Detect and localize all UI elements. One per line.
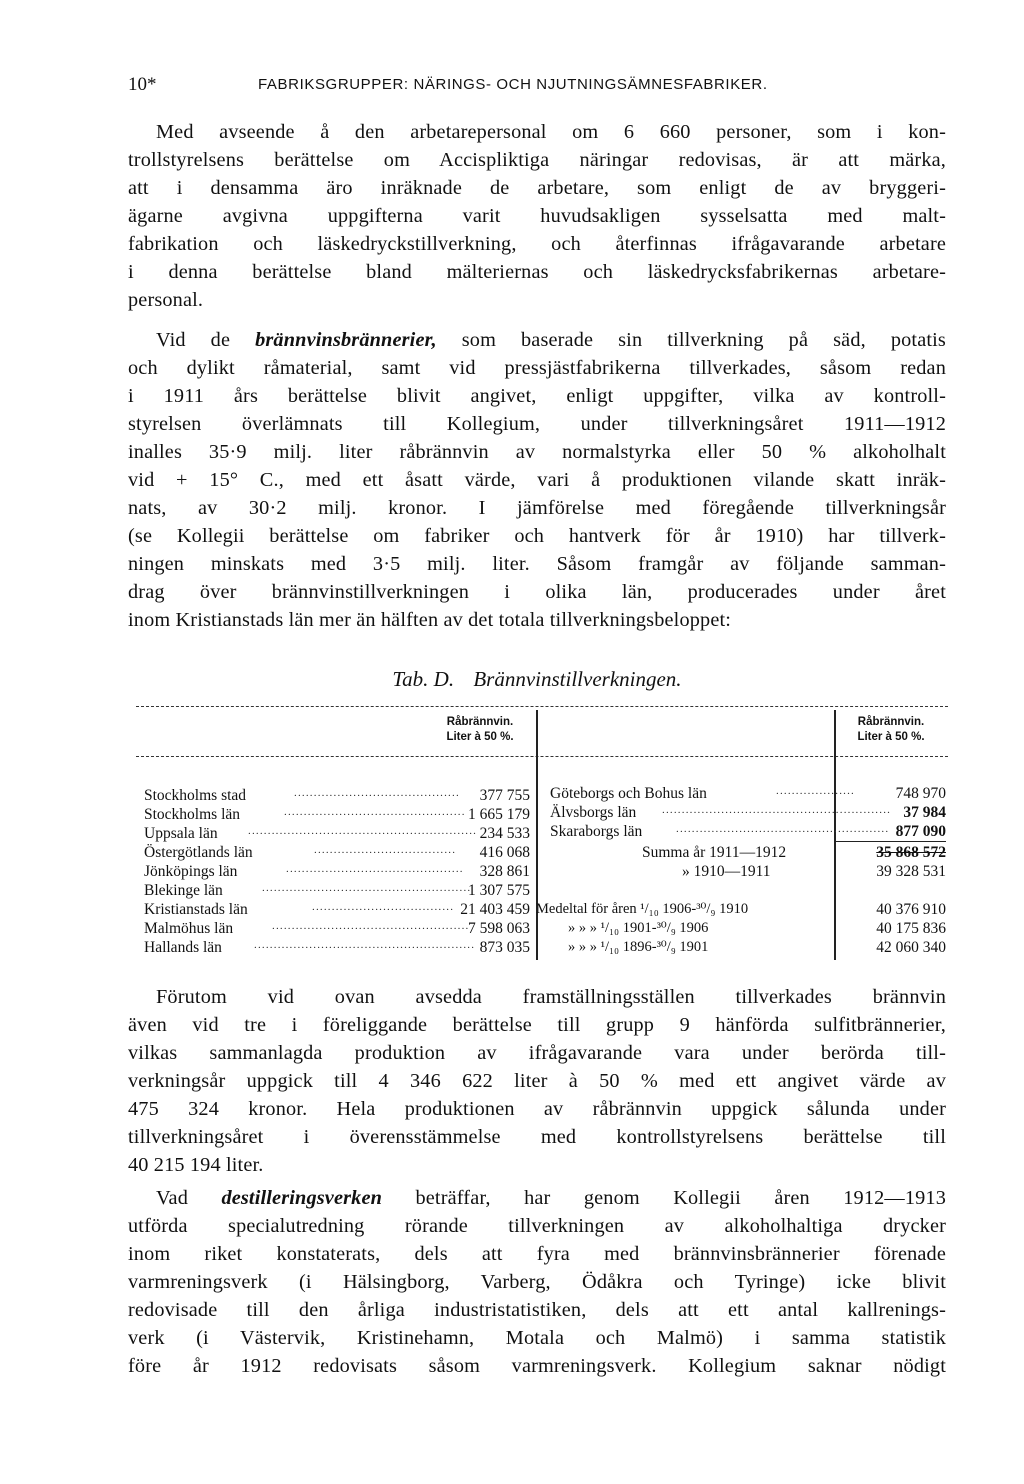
total-value: 35 868 572 (876, 844, 946, 861)
county-value: 377 755 (479, 787, 530, 804)
total-label: » 1910—1911 (682, 863, 771, 880)
table-top-rule (136, 706, 948, 707)
paragraph-distilling-works (128, 1184, 946, 1380)
text-line: beträffar, har genom Kollegii åren 1912—1913 (415, 1187, 946, 1209)
county-value: 1 307 575 (468, 882, 530, 899)
county-value: 873 035 (479, 939, 530, 956)
text-line: (se Kollegii berättelse om fabriker och hantverk för år 1910) har tillverk- (128, 525, 946, 547)
county-value: 328 861 (479, 863, 530, 880)
average-label: » » » ¹/₁₀ 1901-³⁰/₉ 1906 (568, 920, 709, 936)
county-value: 37 984 (903, 804, 946, 821)
text-line: verk (i Västervik, Kristinehamn, Motala och Malmö) i samma statistik (128, 1327, 946, 1349)
text-line: nats, av 30·2 milj. kronor. I jämförelse med föregående tillverkningsår (128, 497, 946, 519)
table-caption (128, 665, 946, 693)
county-label: Älvsborgs län (550, 804, 637, 821)
county-label: Uppsala län (144, 825, 218, 842)
text-line: Vid de (156, 329, 231, 351)
table-title: Brännvinstillverkningen. (473, 667, 682, 691)
text-line: fabrikation och läskedryckstillverkning, och återfinnas ifrågavarande arbetare (128, 233, 946, 255)
county-label: Blekinge län (144, 882, 223, 899)
total-value: 39 328 531 (876, 863, 946, 880)
table-header-rule (136, 756, 948, 757)
leader-dots: ........................................................ (254, 939, 476, 951)
county-label: Skaraborgs län (550, 823, 643, 840)
paragraph-distilleries (128, 326, 946, 634)
county-label: Malmöhus län (144, 920, 234, 937)
text-line: och dylikt råmaterial, samt vid pressjästfabrikerna tillverkades, såsom redan (128, 357, 946, 379)
leader-dots: ...................................................... (676, 823, 890, 835)
text-line: före år 1912 redovisats såsom varmreningsverk. Kollegium saknar nödigt (128, 1355, 946, 1377)
county-value: 21 403 459 (460, 901, 530, 918)
leader-dots: .......................................................... (248, 825, 478, 837)
table-row-average (536, 900, 946, 919)
text-line: inom riket konstaterats, dels att fyra med brännvinsbrännerier förenade (128, 1243, 946, 1265)
text-line: i denna berättelse bland mälteriernas och läskedrycksfabrikernas arbetare- (128, 261, 946, 283)
text-line: tillverkningsåret i överensstämmelse med kontrollstyrelsens berättelse till (128, 1126, 946, 1148)
county-value: 7 598 063 (468, 920, 530, 937)
leader-dots: .................... (776, 785, 855, 797)
leader-dots: .............................................. (284, 806, 466, 818)
text-line: verkningsår uppgick till 4 346 622 liter à 50 % med ett angivet värde av (128, 1070, 946, 1092)
table-row-average (540, 938, 946, 957)
text-line: att i densamma äro inräknade de arbetare, som enligt de av bryggeri- (128, 177, 946, 199)
county-label: Östergötlands län (144, 844, 253, 861)
running-title: FABRIKSGRUPPER: NÄRINGS- OCH NJUTNINGSÄMNESFABRIKER. (258, 76, 768, 93)
text-line: 475 324 kronor. Hela produktionen av råbrännvin uppgick sålunda under (128, 1098, 946, 1120)
running-header (128, 72, 948, 98)
text-line: Vad (156, 1187, 188, 1209)
text-line: som baserade sin tillverkning på säd, potatis (461, 329, 946, 351)
county-label: Jönköpings län (144, 863, 238, 880)
text-line: personal. (128, 289, 204, 311)
emphasis-term: destilleringsverken (221, 1187, 383, 1209)
total-label: Summa år 1911—1912 (642, 844, 787, 861)
average-value: 40 376 910 (876, 901, 946, 918)
table-row (550, 822, 946, 841)
text-line: utförda specialutredning rörande tillverkningen av alkoholhaltiga drycker (128, 1215, 946, 1237)
leader-dots: .......................................................... (662, 804, 892, 816)
text-line: drag över brännvinstillverkningen i olika län, producerades under året (128, 581, 946, 603)
text-line: redovisade till den årliga industristatistiken, dels att ett antal kallrenings- (128, 1299, 946, 1321)
table-row-total (550, 862, 946, 881)
leader-dots: .......................................... (294, 787, 460, 799)
table-d (136, 706, 948, 962)
paragraph-personnel (128, 118, 946, 314)
county-value: 877 090 (836, 822, 946, 842)
text-line: vid + 15° C., med ett åsatt värde, vari å produktionen vilande skatt inräk- (128, 469, 946, 491)
county-label: Hallands län (144, 939, 222, 956)
column-header-right: Råbrännvin. Liter à 50 %. (857, 716, 925, 743)
average-value: 42 060 340 (876, 939, 946, 956)
text-line: Med avseende å den arbetarepersonal om 6 660 personer, som i kon- (156, 121, 946, 143)
text-line: ningen minskats med 3·5 milj. liter. Såsom framgår av följande samman- (128, 553, 946, 575)
text-line: inalles 35·9 milj. liter råbrännvin av normalstyrka eller 50 % alkoholhalt (128, 441, 946, 463)
column-header-left: Råbrännvin. Liter à 50 %. (446, 716, 514, 743)
average-label: Medeltal för åren ¹/₁₀ 1906-³⁰/₉ 1910 (536, 901, 749, 917)
average-label: » » » ¹/₁₀ 1896-³⁰/₉ 1901 (568, 939, 709, 955)
average-value: 40 175 836 (876, 920, 946, 937)
leader-dots: .................................... (312, 901, 455, 913)
text-line: i 1911 års berättelse blivit angivet, enligt uppgifter, vilka av kontroll- (128, 385, 946, 407)
text-line: vilkas sammanlagda produktion av ifrågavarande vara under berörda till- (128, 1042, 946, 1064)
county-value: 748 970 (895, 785, 946, 802)
text-line: Förutom vid ovan avsedda framställningsställen tillverkades brännvin (156, 986, 946, 1008)
text-line: inom Kristianstads län mer än hälften av det totala tillverkningsbeloppet: (128, 609, 732, 631)
county-label: Stockholms stad (144, 787, 247, 804)
emphasis-term: brännvinsbrännerier, (255, 329, 437, 351)
county-value: 1 665 179 (468, 806, 530, 823)
column-divider (536, 710, 538, 960)
leader-dots: .................................... (314, 844, 457, 856)
paragraph-sulfite (128, 983, 946, 1179)
table-row-average (540, 919, 946, 938)
leader-dots: ............................................. (286, 863, 464, 875)
table-row (144, 938, 530, 957)
county-value: 416 068 (479, 844, 530, 861)
leader-dots: .................................................. (272, 920, 470, 932)
text-line: ägarne avgivna uppgifterna varit huvudsakligen sysselsatta med malt- (128, 205, 946, 227)
table-number: Tab. D. (392, 667, 455, 691)
table-row-total (550, 843, 946, 862)
county-label: Stockholms län (144, 806, 241, 823)
text-line: styrelsen överlämnats till Kollegium, under tillverkningsåret 1911—1912 (128, 413, 946, 435)
text-line: även vid tre i föreliggande berättelse till grupp 9 hänförda sulfitbrännerier, (128, 1014, 946, 1036)
county-label: Kristianstads län (144, 901, 248, 918)
county-label: Göteborgs och Bohus län (550, 785, 707, 802)
text-line: 40 215 194 liter. (128, 1154, 264, 1176)
text-line: varmreningsverk (i Hälsingborg, Varberg, Ödåkra och Tyringe) icke blivit (128, 1271, 946, 1293)
leader-dots: ..................................................... (262, 882, 472, 894)
county-value: 234 533 (479, 825, 530, 842)
text-line: trollstyrelsens berättelse om Accispliktiga näringar redovisas, är att märka, (128, 149, 946, 171)
page-number: 10* (128, 74, 157, 95)
